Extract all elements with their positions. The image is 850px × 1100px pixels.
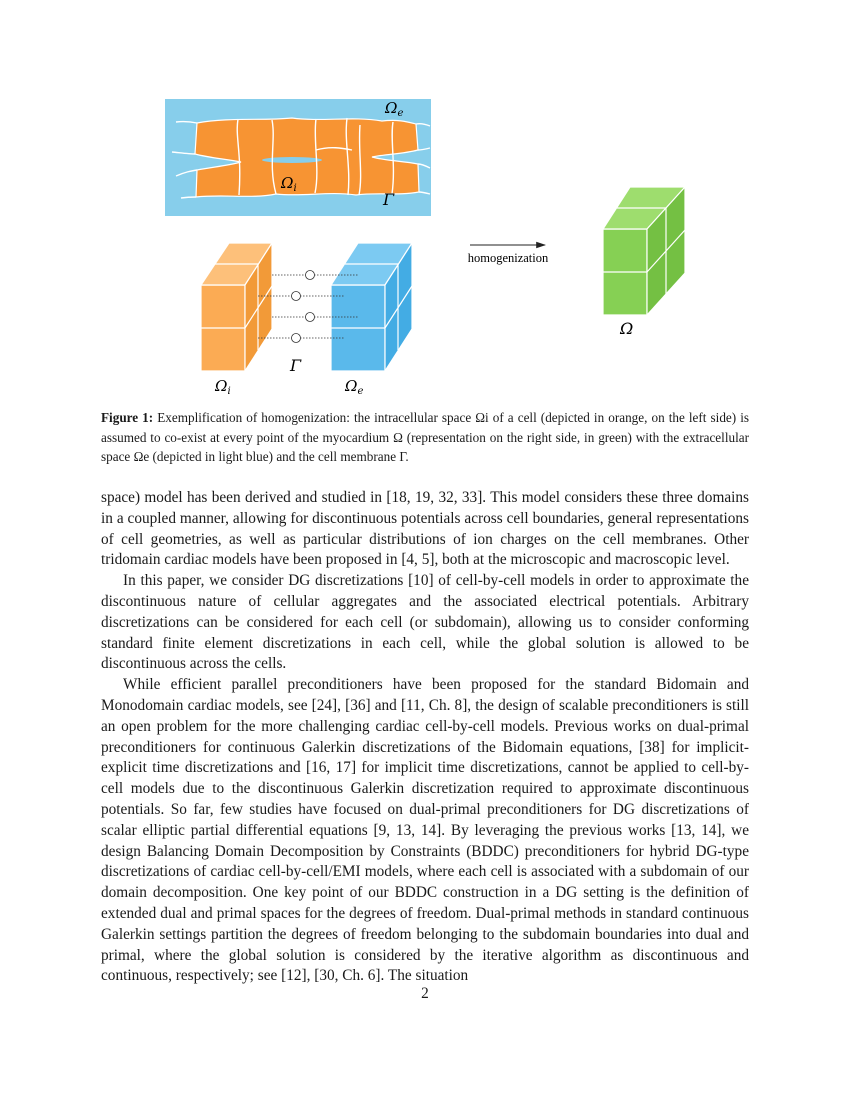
homogenization-figure: [0, 0, 850, 410]
gamma-label-mid: Γ: [290, 356, 302, 375]
paragraph: While efficient parallel preconditioners have been proposed for the standard Bidomain and Monodomain cardiac models, see [24], [36] and [11, Ch. 8], the design of scalable preconditioners is still an open problem for the more challenging cardiac cell-by-cell models. Previous works on dual-primal preconditioners for continuous Galerkin discretizations of the Bidomain equations, [38] for implicit-explicit time discretizations and [16, 17] for implicit time discretizations, cannot be applied to cell-by-cell models due to the discontinuous Galerkin discretization required to approximate discontinuous potentials. So far, few studies have focused on dual-primal preconditioners for DG discretizations of scalar elliptic partial differential equations [9, 13, 14]. By leveraging the previous works [13, 14], we design Balancing Domain Decomposition by Constraints (BDDC) preconditioners for hybrid DG-type discretizations of cardiac cell-by-cell/EMI models, where each cell is associated with a subdomain of our domain decomposition. One key point of our BDDC construction in a DG setting is the definition of extended dual and primal spaces for the degrees of freedom. Dual-primal methods in standard continuous Galerkin settings partition the degrees of freedom belonging to the subdomain boundaries into dual and primal, where the global solution is considered by the iterative algorithm as discontinuous and continuous, respectively; see [12], [30, Ch. 6]. The situation: [101, 676, 749, 985]
gamma-label-top: Γ: [383, 190, 395, 209]
body-text: [101, 488, 749, 987]
extracellular-cube: [331, 243, 412, 371]
cell-aggregate-panel: [165, 99, 431, 216]
extracellular-gap: [262, 157, 322, 163]
caption-label: Figure 1:: [101, 410, 154, 425]
intracellular-cube: [201, 243, 272, 371]
paragraph: In this paper, we consider DG discretizations [10] of cell-by-cell models in order to approximate the discontinuous nature of cellular aggregates and the associated electrical potentials. Arbitrary discretizations can be considered for each cell (or subdomain), allowing us to consider conforming standard finite element discretizations in each cell, while the global solution is allowed to be discontinuous across the cells.: [101, 572, 749, 673]
page-number: 2: [421, 985, 429, 1002]
omega-i-label-top: $\Omega_i$: [281, 174, 297, 194]
paragraph: space) model has been derived and studied in [18, 19, 32, 33]. This model considers these three domains in a coupled manner, allowing for discontinuous potentials across cell boundaries, general representations of cell geometries, as well as particular distributions of ion charges on the cell membranes. Other tridomain cardiac models have been proposed in [4, 5], both at the microscopic and macroscopic level.: [101, 489, 749, 569]
omega-label-right: Ω: [620, 319, 634, 338]
omega-e-label-bottom: $\Omega_e$: [345, 377, 364, 397]
figure-caption: [101, 408, 749, 467]
homogenization-label: homogenization: [467, 251, 549, 265]
omega-i-label-bottom: $\Omega_i$: [215, 377, 231, 397]
omega-e-label-top: $\Omega_e$: [385, 99, 404, 119]
caption-text: Exemplification of homogenization: the intracellular space Ωi of a cell (depicted in orange, on the left side) is assumed to co-exist at every point of the myocardium Ω (representation on the right side, in green) with the extracellular space Ωe (depicted in light blue) and the cell membrane Γ.: [101, 410, 750, 464]
homogenized-cube: [603, 187, 685, 315]
